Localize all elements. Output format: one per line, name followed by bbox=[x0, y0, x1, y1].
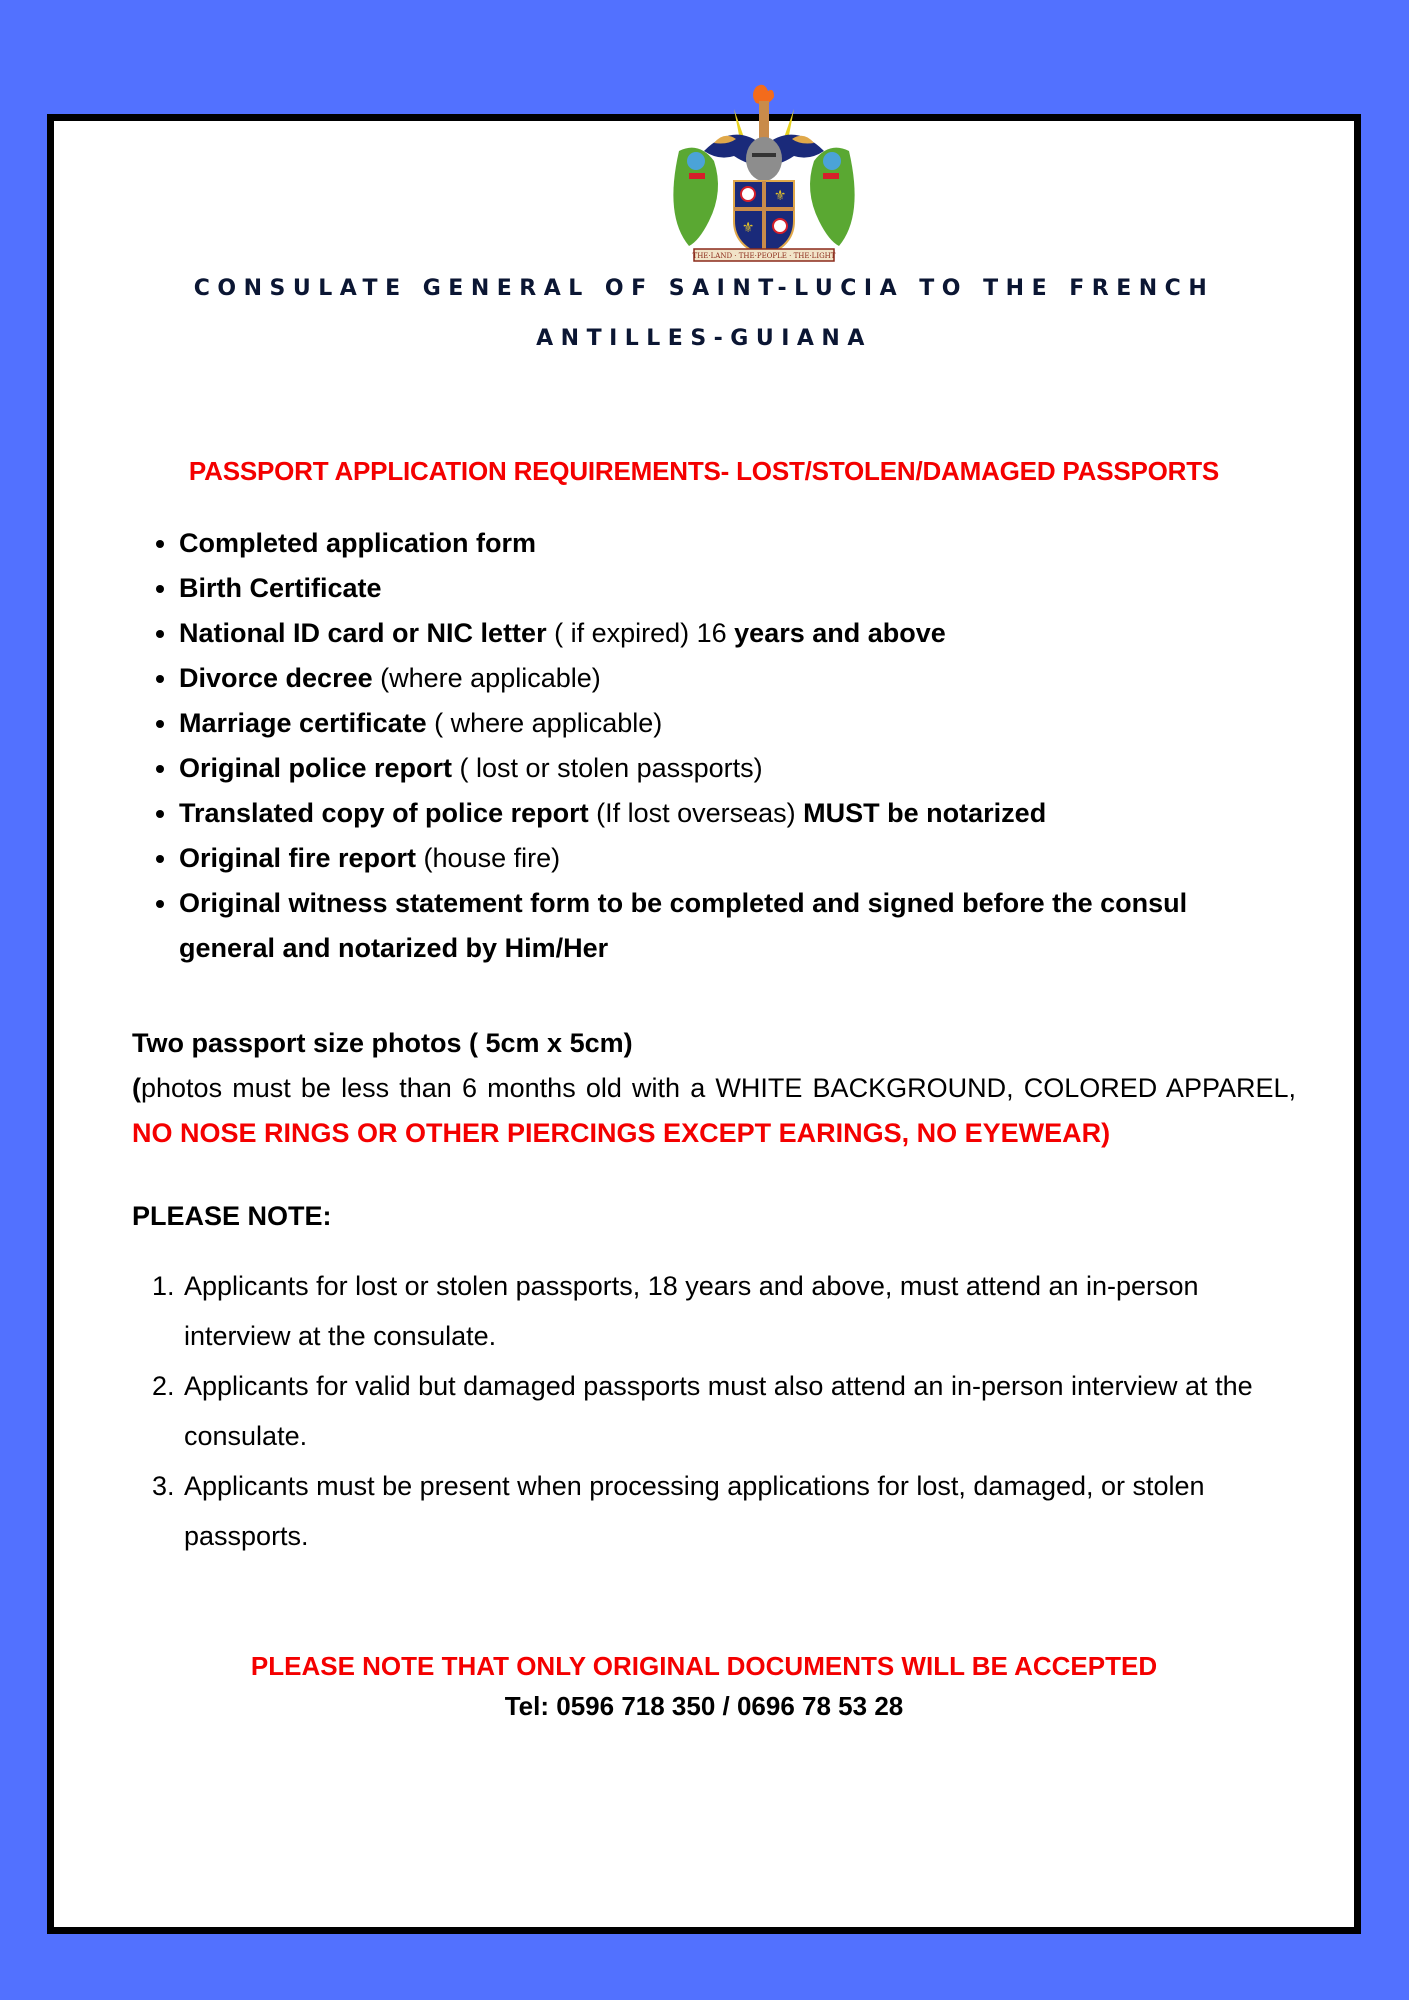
photos-detail-paragraph bbox=[132, 1066, 1296, 1156]
photos-section bbox=[132, 1021, 1296, 1156]
please-note-heading: PLEASE NOTE: bbox=[132, 1201, 332, 1231]
list-item bbox=[179, 881, 1279, 971]
consulate-name-line2: ANTILLES-GUIANA bbox=[536, 326, 872, 351]
original-documents-notice: PLEASE NOTE THAT ONLY ORIGINAL DOCUMENTS WILL BE ACCEPTED bbox=[250, 1651, 1158, 1681]
requirement-note: (house fire) bbox=[416, 843, 561, 873]
photos-heading: Two passport size photos ( 5cm x 5cm) bbox=[132, 1028, 633, 1058]
telephone-numbers: Tel: 0596 718 350 / 0696 78 53 28 bbox=[504, 1691, 904, 1721]
requirement-label: Original witness statement form to be completed and signed before the consul general and notarized by Him/Her bbox=[179, 888, 1188, 963]
requirement-note: ( lost or stolen passports) bbox=[452, 753, 763, 783]
svg-text:THE·LAND · THE·PEOPLE · THE·LI: THE·LAND · THE·PEOPLE · THE·LIGHT bbox=[692, 252, 836, 260]
requirement-label: Original police report bbox=[179, 753, 453, 783]
open-paren: ( bbox=[132, 1073, 141, 1103]
document-page bbox=[47, 114, 1361, 1934]
list-item bbox=[179, 611, 1279, 656]
list-item: 3. Applicants must be present when processing applications for lost, damaged, or stolen passports. bbox=[182, 1461, 1282, 1561]
photos-warning: NO NOSE RINGS OR OTHER PIERCINGS EXCEPT EARINGS, NO EYEWEAR) bbox=[132, 1118, 1111, 1148]
requirement-note: (where applicable) bbox=[372, 663, 601, 693]
list-item: 1. Applicants for lost or stolen passports, 18 years and above, must attend an in-person interview at the consulate. bbox=[182, 1261, 1282, 1361]
list-item bbox=[179, 656, 1279, 701]
coat-of-arms-icon bbox=[634, 81, 894, 267]
list-item bbox=[179, 746, 1279, 791]
requirements-list bbox=[139, 521, 1279, 971]
svg-text:⚜: ⚜ bbox=[773, 188, 787, 204]
consulate-name-line1: CONSULATE GENERAL OF SAINT-LUCIA TO THE FRENCH bbox=[193, 276, 1215, 301]
photos-detail: photos must be less than 6 months old with a WHITE BACKGROUND, COLORED APPAREL, bbox=[141, 1073, 1296, 1103]
requirement-note: ( where applicable) bbox=[426, 708, 663, 738]
requirement-label: Birth Certificate bbox=[179, 573, 382, 603]
requirement-label: National ID card or NIC letter bbox=[179, 618, 547, 648]
requirement-label: Marriage certificate bbox=[179, 708, 427, 738]
notes-list bbox=[132, 1261, 1282, 1561]
requirement-label: Divorce decree bbox=[179, 663, 373, 693]
requirement-note: (If lost overseas) bbox=[588, 798, 804, 828]
list-item bbox=[179, 566, 1279, 611]
svg-text:⚜: ⚜ bbox=[741, 220, 755, 236]
list-item bbox=[179, 836, 1279, 881]
list-item bbox=[179, 701, 1279, 746]
list-item: 2. Applicants for valid but damaged passports must also attend an in-person interview at the consulate. bbox=[182, 1361, 1282, 1461]
requirement-label: Completed application form bbox=[179, 528, 537, 558]
list-item bbox=[179, 791, 1279, 836]
list-item bbox=[179, 521, 1279, 566]
requirement-emphasis: MUST be notarized bbox=[803, 798, 1047, 828]
requirement-emphasis: years and above bbox=[734, 618, 946, 648]
requirement-label: Translated copy of police report bbox=[179, 798, 589, 828]
page-title: PASSPORT APPLICATION REQUIREMENTS- LOST/STOLEN/DAMAGED PASSPORTS bbox=[188, 456, 1220, 486]
requirement-label: Original fire report bbox=[179, 843, 417, 873]
requirement-note: ( if expired) 16 bbox=[546, 618, 735, 648]
